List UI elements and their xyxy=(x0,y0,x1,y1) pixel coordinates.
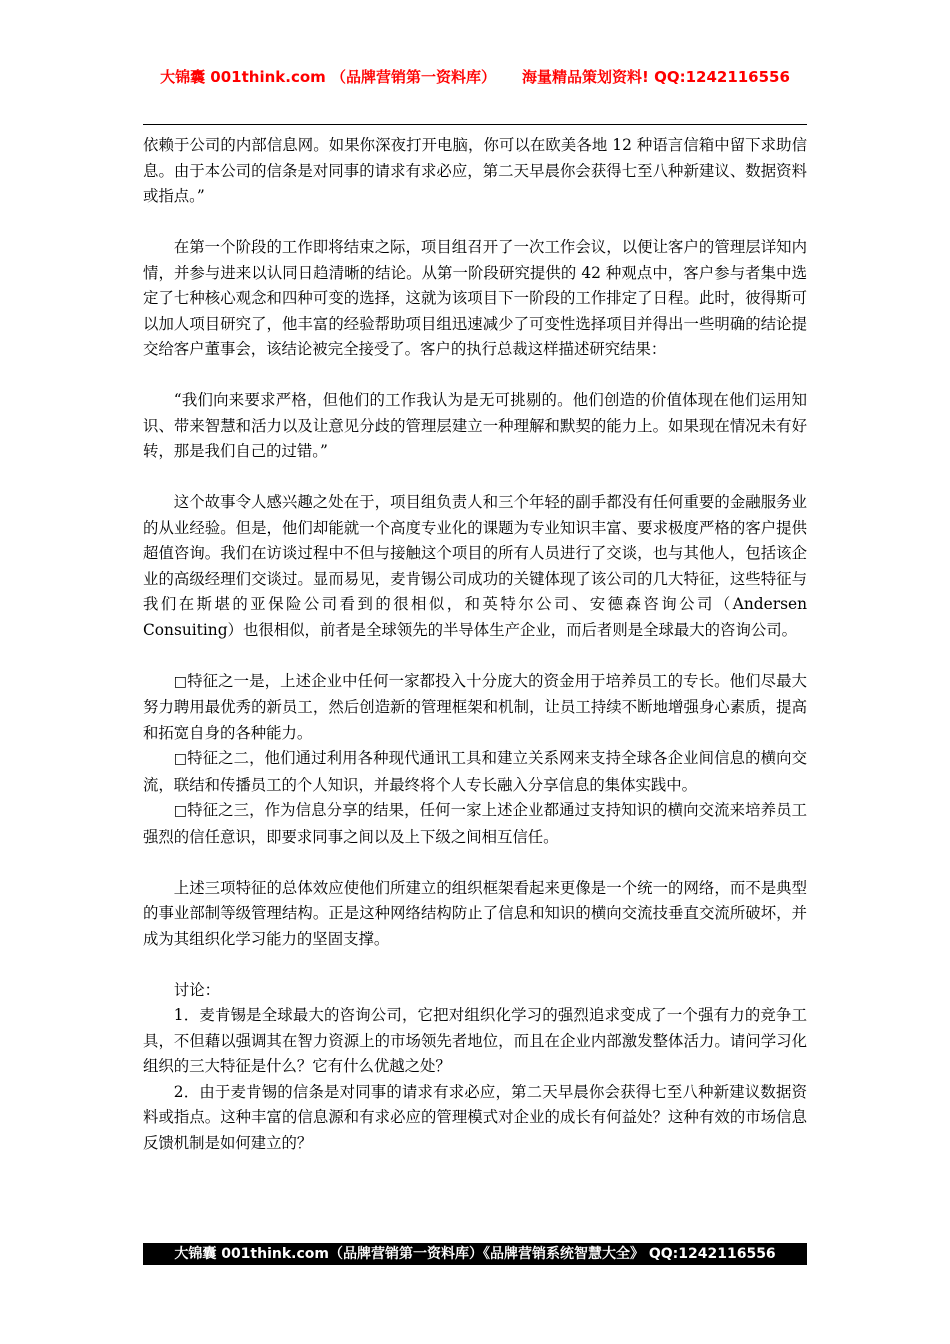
feature-item-3: □特征之三，作为信息分享的结果，任何一家上述企业都通过支持知识的横向交流来培养员工强烈的信任意识，即要求同事之间以及上下级之间相互信任。 xyxy=(143,801,807,846)
checkbox-bullet-icon: □ xyxy=(173,673,188,690)
paragraph-story-analysis: 这个故事令人感兴趣之处在于，项目组负责人和三个年轻的副手都没有任何重要的金融服务业的从业经验。但是，他们却能就一个高度专业化的课题为专业知识丰富、要求极度严格的客户提供超值咨询。我们在访谈过程中不但与接触这个项目的所有人员进行了交谈，也与其他人，包括该企业的高级经理们交谈过。显而易见，麦肯锡公司成功的关键体现了该公司的几大特征，这些特征与我们在斯堪的亚保险公司看到的很相似，和英特尔公司、安德森咨询公司（Andersen Consuiting）也很相似，前者是全球领先的半导体生产企业，而后者则是全球最大的咨询公司。 xyxy=(143,493,807,639)
header-promo-text: 海量精品策划资料! QQ:1242116556 xyxy=(522,68,790,86)
paragraph-continued-quote: 依赖于公司的内部信息网。如果你深夜打开电脑，你可以在欧美各地 12 种语言信箱中留下求助信息。由于本公司的信条是对同事的请求有求必应，第二天早晨你会获得七至八种新建议、数据资料或指点。” xyxy=(143,136,807,205)
page-header xyxy=(140,66,810,87)
header-site-text: 大锦囊 001think.com （品牌营销第一资料库） xyxy=(160,68,496,86)
paragraph-project-phase: 在第一个阶段的工作即将结束之际，项目组召开了一次工作会议，以便让客户的管理层详知内情，并参与进来以认同日趋清晰的结论。从第一阶段研究提供的 42 种观点中，客户参与者集中选定了七种核心观念和四种可变的选择，这就为该项目下一阶段的工作排定了日程。此时，彼得斯可以加人项目研究了，他丰富的经验帮助项目组迅速减少了可变性选择项目并得出一些明确的结论提交给客户董事会，该结论被完全接受了。客户的执行总裁这样描述研究结果： xyxy=(143,238,807,358)
document-body xyxy=(143,133,807,1156)
paragraph-network-effect: 上述三项特征的总体效应使他们所建立的组织框架看起来更像是一个统一的网络，而不是典型的事业部制等级管理结构。正是这种网络结构防止了信息和知识的横向交流技垂直交流所破坏，并成为其组织化学习能力的坚固支撑。 xyxy=(143,878,807,948)
page-footer: 大锦囊 001think.com（品牌营销第一资料库）《品牌营销系统智慧大全》 QQ:1242116556 xyxy=(143,1243,807,1265)
discussion-heading: 讨论： xyxy=(173,980,220,999)
header-divider xyxy=(143,124,807,125)
checkbox-bullet-icon: □ xyxy=(173,751,188,767)
checkbox-bullet-icon: □ xyxy=(173,803,188,819)
feature-item-1: □特征之一是，上述企业中任何一家都投入十分庞大的资金用于培养员工的专长。他们尽最大努力聘用最优秀的新员工，然后创造新的管理框架和机制，让员工持续不断地增强身心素质，提高和拓宽自身的各种能力。 xyxy=(143,671,807,742)
discussion-question-1: 1．麦肯锡是全球最大的咨询公司，它把对组织化学习的强烈追求变成了一个强有力的竞争工具，不但藉以强调其在智力资源上的市场领先者地位，而且在企业内部激发整体活力。请问学习化组织的三大特征是什么？它有什么优越之处？ xyxy=(143,1006,807,1075)
paragraph-client-quote: “我们向来要求严格，但他们的工作我认为是无可挑剔的。他们创造的价值体现在他们运用知识、带来智慧和活力以及让意见分歧的管理层建立一种理解和默契的能力上。如果现在情况未有好转，那是我们自己的过错。” xyxy=(143,391,807,460)
feature-item-2: □特征之二，他们通过利用各种现代通讯工具和建立关系网来支持全球各企业间信息的横向交流，联结和传播员工的个人知识，并最终将个人专长融入分享信息的集体实践中。 xyxy=(143,749,807,794)
discussion-question-2: 2．由于麦肯锡的信条是对同事的请求有求必应，第二天早晨你会获得七至八种新建议数据资料或指点。这种丰富的信息源和有求必应的管理模式对企业的成长有何益处？这种有效的市场信息反馈机制是如何建立的？ xyxy=(143,1082,807,1152)
